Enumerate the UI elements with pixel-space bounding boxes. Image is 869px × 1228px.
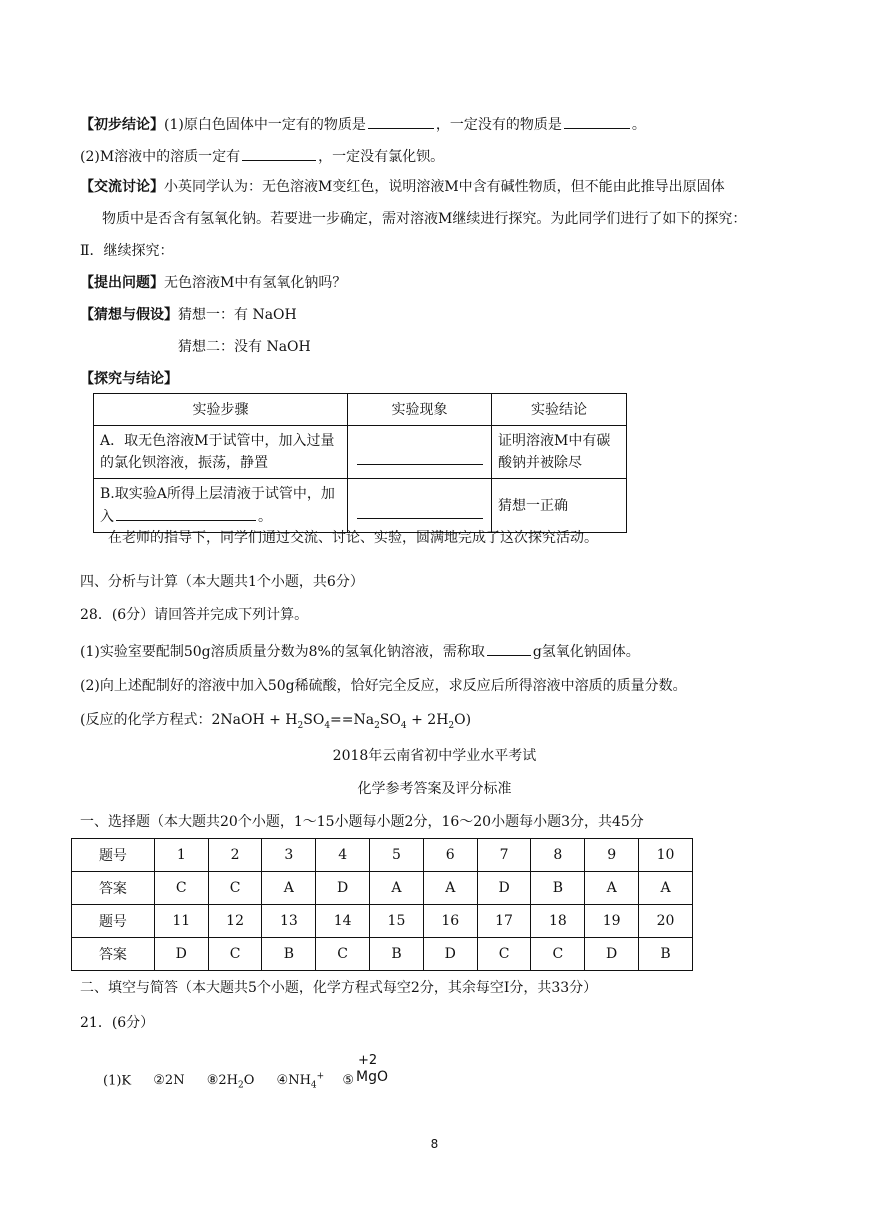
page-number: 8 <box>430 1137 439 1151</box>
discussion-line-2: 物质中是否含有氢氧化钠。若要进一步确定，需对溶液M继续进行探究。为此同学们进行了如下的探究： <box>102 211 747 227</box>
row-b-phenomenon <box>348 479 492 533</box>
row-b-step: B.取实验A所得上层清液于试管中，加入 。 <box>94 479 348 533</box>
answers-subtitle: 化学参考答案及评分标准 <box>357 781 512 797</box>
water-formula: $⑧2H_2O$ <box>206 1073 255 1091</box>
q28-part1: (1)实验室要配制50g溶质质量分数为8%的氢氧化钠溶液，需称取 g氢氧化钠固体。 <box>80 640 640 662</box>
q21-label: 21．(6分） <box>80 1015 155 1031</box>
row-label: 答案 <box>72 872 155 905</box>
row-a-conclusion: 证明溶液M中有碳酸钠并被除尽 <box>492 426 627 479</box>
answers-section2: 二、填空与简答（本大题共5个小题，化学方程式每空2分，其余每空I分，共33分） <box>80 980 598 996</box>
hypothesis-line-2: 猜想二：没有 NaOH <box>178 339 311 355</box>
valence-label: +2 <box>358 1053 378 1068</box>
answers-title: 2018年云南省初中学业水平考试 <box>332 748 537 764</box>
q28-part2: (2)向上述配制好的溶液中加入50g稀硫酸，恰好完全反应，求反应后所得溶液中溶质的质量分数。 <box>80 678 687 694</box>
explore-label: 【探究与结论】 <box>80 371 178 387</box>
table-row: 答案 D C B C B D C C D B <box>72 938 693 971</box>
q21-answers: (1)K ②2N $⑧2H_2O$ $④NH_4^+$ ⑤ <box>103 1072 354 1091</box>
experiment-table <box>93 393 627 533</box>
table-row: 答案 C C A D A A D B A A <box>72 872 693 905</box>
question-line: 【提出问题】无色溶液M中有氢氧化钠吗？ <box>80 275 347 291</box>
discussion-line-1: 【交流讨论】小英同学认为：无色溶液M变红色，说明溶液M中含有碱性物质，但不能由此推导出原固体 <box>80 179 725 195</box>
section4-heading: 四、分析与计算（本大题共1个小题，共6分） <box>80 574 364 590</box>
prelim-label: 【初步结论】 <box>80 117 164 133</box>
table-row: 题号 11 12 13 14 15 16 17 18 19 20 <box>72 905 693 938</box>
answer-blank[interactable] <box>357 449 483 465</box>
mgo-formula: MgO <box>356 1069 388 1085</box>
answer-blank[interactable] <box>487 640 531 656</box>
answer-blank[interactable] <box>368 113 434 129</box>
col-header-step: 实验步骤 <box>94 394 348 426</box>
hypothesis-line-1: 【猜想与假设】猜想一：有 NaOH <box>80 307 297 323</box>
row-a-step: A．取无色溶液M于试管中，加入过量的氯化钡溶液，振荡，静置 <box>94 426 348 479</box>
closing-line: 在老师的指导下，同学们通过交流、讨论、实验，圆满地完成了这次探究活动。 <box>108 530 598 546</box>
row-label: 题号 <box>72 839 155 872</box>
answer-blank[interactable] <box>564 113 630 129</box>
row-b-conclusion: 猜想一正确 <box>492 479 627 533</box>
answer-table <box>71 838 693 971</box>
row-label: 题号 <box>72 905 155 938</box>
answer-blank[interactable] <box>357 503 483 519</box>
row-label: 答案 <box>72 938 155 971</box>
col-header-conclusion: 实验结论 <box>492 394 627 426</box>
col-header-phenomenon: 实验现象 <box>348 394 492 426</box>
prelim-conclusion-2: (2)M溶液中的溶质一定有 ，一定没有氯化钡。 <box>80 145 444 167</box>
answers-section1: 一、选择题（本大题共20个小题，1～15小题每小题2分，16～20小题每小题3分，共45分 <box>80 814 644 830</box>
prelim-conclusion-1: 【初步结论】(1)原白色固体中一定有的物质是 ，一定没有的物质是 。 <box>80 113 646 135</box>
table-row: 题号 1 2 3 4 5 6 7 8 9 10 <box>72 839 693 872</box>
chemical-equation: (反应的化学方程式：2NaOH + $H_2SO_4==Na_2SO_4 + 2H_2O$) <box>80 712 472 731</box>
q28-line: 28．(6分）请回答并完成下列计算。 <box>80 607 309 623</box>
row-a-phenomenon <box>348 426 492 479</box>
ammonium-formula: $④NH_4^+$ <box>276 1072 325 1091</box>
answer-blank[interactable] <box>116 505 256 521</box>
section-continue: Ⅱ．继续探究： <box>80 243 174 259</box>
answer-blank[interactable] <box>242 145 316 161</box>
